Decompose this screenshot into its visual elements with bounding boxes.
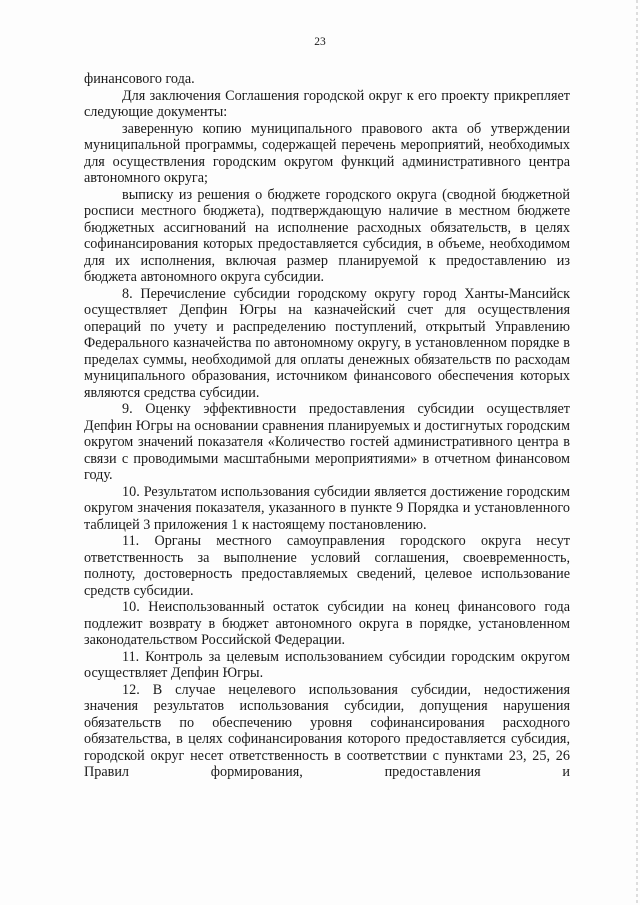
paragraph-budget-extract: выписку из решения о бюджете городского округа (сводной бюджетной росписи местного бюджета), подтверждающую наличие в местном бюджете бюджетных ассигнований на исполнение расходных обязательств, в целях софинансирования которых предоставляется субсидия, в объеме, необходимом для их исполнения, включая размер планируемой к предоставлению из бюджета автономного округа субсидии.	[84, 186, 570, 285]
paragraph-item-8: 8. Перечисление субсидии городскому округу город Ханты-Мансийск осуществляет Депфин Югры на казначейский счет для осуществления операций по учету и распределению поступлений, открытый Управлению Федерального казначейства по автономному округу, в установленном порядке в пределах суммы, необходимой для оплаты денежных обязательств по расходам муниципального образования, источником финансового обеспечения которых являются средства субсидии.	[84, 285, 570, 401]
paragraph-agreement-documents: Для заключения Соглашения городской округ к его проекту прикрепляет следующие документы:	[84, 87, 570, 120]
paragraph-program-copy: заверенную копию муниципального правового акта об утверждении муниципальной программы, содержащей перечень мероприятий, необходимых для осуществления городским округом функций административного центра автономного округа;	[84, 120, 570, 186]
paragraph-item-11-control: 11. Контроль за целевым использованием субсидии городским округом осуществляет Депфин Югры.	[84, 648, 570, 681]
page-edge-shadow	[636, 0, 638, 905]
page-number: 23	[314, 36, 326, 48]
paragraph-continuation: финансового года.	[84, 71, 195, 87]
paragraph-item-12: 12. В случае нецелевого использования субсидии, недостижения значения результатов использования субсидии, допущения нарушения обязательств по обеспечению уровня софинансирования расходного обязательства, в целях софинансирования которого предоставляется субсидия, городской округ несет ответственность в соответствии с пунктами 23, 25, 26 Правил формирования, предоставления и	[84, 681, 570, 780]
paragraph-item-10-result: 10. Результатом использования субсидии является достижение городским округом значения показателя, указанного в пункте 9 Порядка и установленного таблицей 3 приложения 1 к настоящему постановлению.	[84, 483, 570, 533]
document-body	[84, 71, 570, 781]
paragraph-item-9: 9. Оценку эффективности предоставления субсидии осуществляет Депфин Югры на основании сравнения планируемых и достигнутых городским округом значений показателя «Количество гостей административного центра в связи с проводимыми масштабными мероприятиями» в отчетном финансовом году.	[84, 401, 570, 483]
paragraph-item-11-responsibility: 11. Органы местного самоуправления городского округа несут ответственность за выполнение условий соглашения, своевременность, полноту, достоверность предоставляемых сведений, целевое использование средств субсидии.	[84, 533, 570, 599]
paragraph-item-10-unused-balance: 10. Неиспользованный остаток субсидии на конец финансового года подлежит возврату в бюджет автономного округа в порядке, установленном законодательством Российской Федерации.	[84, 599, 570, 648]
